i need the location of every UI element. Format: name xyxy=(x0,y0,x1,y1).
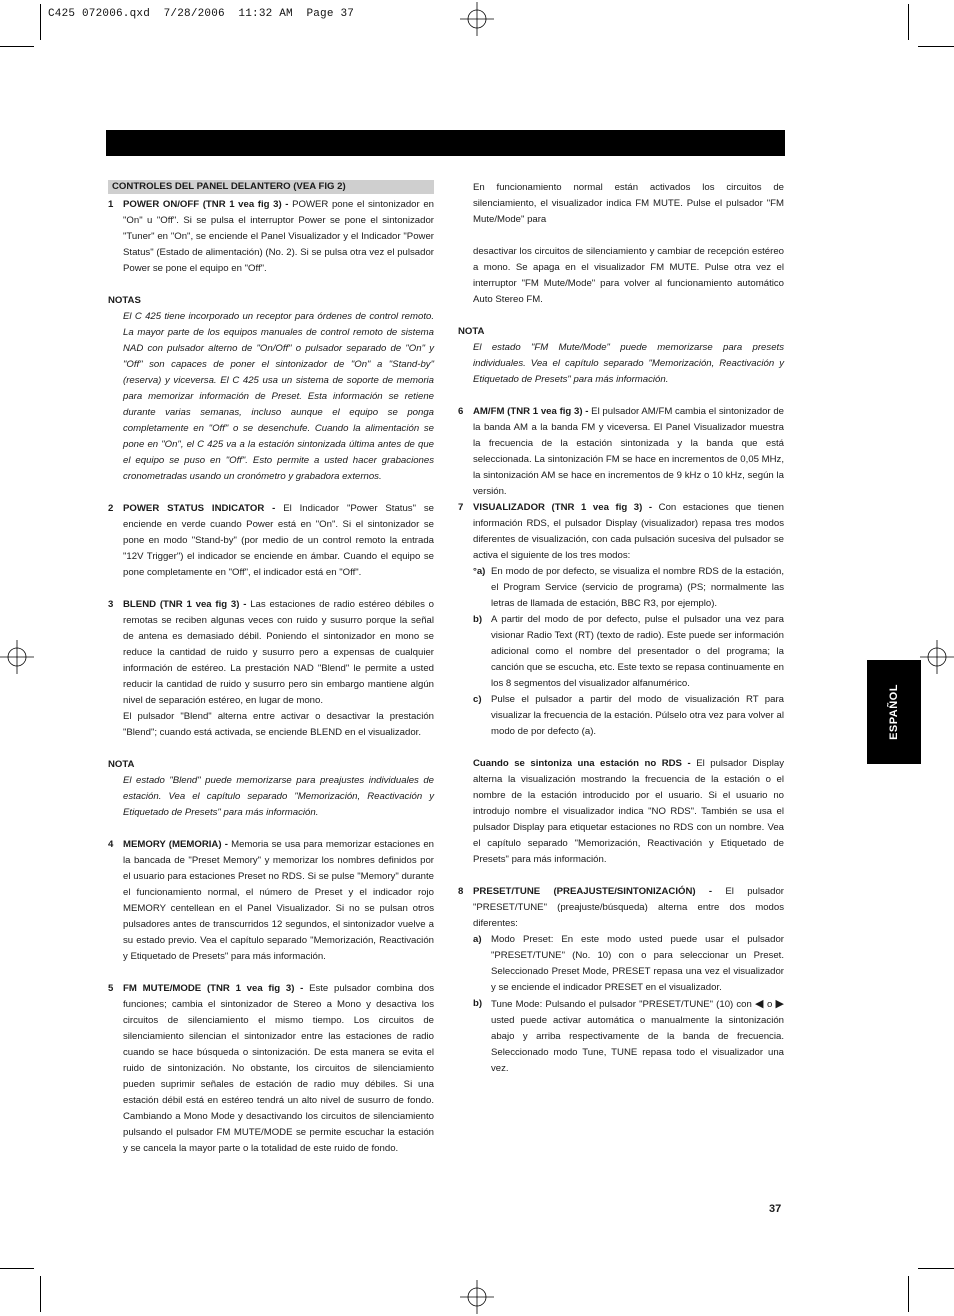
list-item-8: 8 PRESET/TUNE (PREAJUSTE/SINTONIZACIÓN) - El pulsador "PRESET/TUNE" (preajuste/búsqueda) alterna entre dos modos diferentes: xyxy=(458,886,784,929)
crop-mark xyxy=(908,4,909,40)
registration-mark-left xyxy=(0,640,34,674)
notes-heading: NOTAS xyxy=(108,295,141,306)
crop-mark xyxy=(918,46,954,47)
item-title: POWER STATUS INDICATOR - xyxy=(123,503,276,514)
triangle-left-icon: ◀ xyxy=(754,998,764,1010)
item-text: El Indicador "Power Status" se enciende en verde cuando Power está en "On". Si el sintonizador se pone en modo "Stand-by" (por medio de un control remoto la entrada "12V Trigger") el indicador se enciende en ámbar. Cuando el equipo se pone completamente en "Off", el indicador está en "Off". xyxy=(123,503,434,578)
sub-item-a: a) Modo Preset: En este modo usted puede usar el pulsador "PRESET/TUNE" (No. 10) con o para seleccionar un Preset. Seleccionado Preset Mode, PRESET repasa una vez el visualizador y se enciende el indicador PRESET en el visualizador. xyxy=(473,934,784,993)
triangle-right-icon: ▶ xyxy=(775,998,784,1010)
item-title: POWER ON/OFF (TNR 1 vea fig 3) - xyxy=(123,199,289,210)
list-item-1: 1 POWER ON/OFF (TNR 1 vea fig 3) - POWER pone el sintonizador en "On" u "Off". Si se pulsa el interruptor Power se pone el sintonizador "Tuner" en "On", se enciende el Panel Visualizador y el Indicador "Power Status" (Estado de alimentación) (No. 2). Si se pulsa otra vez el pulsador Power se pone el equipo en "Off". xyxy=(108,199,434,274)
language-tab xyxy=(867,660,921,764)
item-title: PRESET/TUNE (PREAJUSTE/SINTONIZACIÓN) - xyxy=(473,886,713,897)
item-title: VISUALIZADOR (TNR 1 vea fig 3) - xyxy=(473,502,653,513)
list-item-2: 2 POWER STATUS INDICATOR - El Indicador "Power Status" se enciende en verde cuando Power está en "On". Si el sintonizador se pone en modo "Stand-by" (por medio de un control remoto la entrada "12V Trigger") el indicador se enciende en ámbar. Cuando el equipo se pone completamente en "Off", el indicador está en "Off". xyxy=(108,503,434,578)
sub-item-b: b) A partir del modo de por defecto, pulse el pulsador una vez para visionar Radio Text (RT) (texto de radio). Este puede ser información adicional como el nombre del presentador o del programa; la canción que se escucha, etc. Este texto se repasa continuamente en los 8 segmentos del visualizador alfanumérico. xyxy=(473,614,784,689)
item-5-continued-2: desactivar los circuitos de silenciamiento y cambiar de recepción estéreo a mono. Se apaga en el visualizador FM MUTE. Pulse otra vez el interruptor "FM Mute/Mode" para volver al funcionamiento automático Auto Stereo FM. xyxy=(473,246,784,305)
item-text: Este pulsador combina dos funciones; cambia el sintonizador de Stereo a Mono y desactiva los circuitos de silenciamiento el mismo tiempo. Los circuitos de silenciamiento silencian el sintonizador entre las estaciones de radio cuando se hace búsqueda o sintonización. De esta manera se evita el ruido de sintonización. No obstante, los circuitos de silenciamiento pueden suprimir señales de estación de radio muy débiles. Si una estación débil está en estéreo tendrá un alto nivel de susurro de fondo. Cambiando a Mono Mode y desactivando los circuitos de silenciamiento pulsando el pulsador FM MUTE/MODE se permite escuchar la estación y se cancela la mayor parte o la totalidad de este ruido de fondo. xyxy=(123,983,434,1154)
list-item-3: 3 BLEND (TNR 1 vea fig 3) - Las estaciones de radio estéreo débiles o remotas se reciben algunas veces con ruido y susurro porque la señal de antena es demasiado débil. Poniendo el sintonizador en mono se reduce la cantidad de ruido y susurro pero a expensas de cualquier información de estéreo. La prestación NAD "Blend" le permite a usted reducir la cantidad de ruido y susurro pero sin embargo mantiene algún nivel de separación estéreo, en lugar de mono. xyxy=(108,599,434,706)
note-heading: NOTA xyxy=(458,326,485,337)
item-title: AM/FM (TNR 1 vea fig 3) - xyxy=(473,406,589,417)
crop-mark xyxy=(908,1276,909,1312)
list-item-7: 7 VISUALIZADOR (TNR 1 vea fig 3) - Con estaciones que tienen información RDS, el pulsador Display (visualizador) repasa tres modos diferentes de visualización, con cada pulsación sucesiva del pulsador se activa el siguiente de los tres modos: xyxy=(458,502,784,561)
item-text: El pulsador "PRESET/TUNE" (preajuste/búsqueda) alterna entre dos modos diferentes: xyxy=(473,886,784,929)
item-text-continued: El pulsador "Blend" alterna entre activar o desactivar la prestación "Blend"; cuando está activada, se enciende BLEND en el visualizador. xyxy=(123,711,434,738)
item-text: El pulsador AM/FM cambia el sintonizador de la banda AM a la banda FM y viceversa. El Panel Visualizador muestra la frecuencia de la estación sintonizada y la banda que está seleccionada. La sintonización FM se hace en incrementos de 0,05 MHz, la sintonización AM se hace en incrementos de 9 kHz o 10 kHz, según la versión. xyxy=(473,406,784,497)
list-item-5: 5 FM MUTE/MODE (TNR 1 vea fig 3) - Este pulsador combina dos funciones; cambia el sintonizador de Stereo a Mono y desactiva los circuitos de silenciamiento el mismo tiempo. Los circuitos de silenciamiento silencian el sintonizador entre las estaciones de radio cuando se hace búsqueda o sintonización. De esta manera se evita el ruido de sintonización. No obstante, los circuitos de silenciamiento pueden suprimir señales de estación de radio muy débiles. Si una estación débil está en estéreo tendrá un alto nivel de susurro de fondo. Cambiando a Mono Mode y desactivando los circuitos de silenciamiento pulsando el pulsador FM MUTE/MODE se permite escuchar la estación y se cancela la mayor parte o la totalidad de este ruido de fondo. xyxy=(108,983,434,1154)
item-text: Con estaciones que tienen información RDS, el pulsador Display (visualizador) repasa tres modos diferentes de visualización, con cada pulsación sucesiva del pulsador se activa el siguiente de los tres modos: xyxy=(473,502,784,561)
crop-mark xyxy=(918,1268,954,1269)
crop-mark xyxy=(0,46,34,47)
file-slug: C425 072006.qxd 7/28/2006 11:32 AM Page 37 xyxy=(48,8,355,20)
left-column xyxy=(108,180,434,1157)
item-title: BLEND (TNR 1 vea fig 3) - xyxy=(123,599,247,610)
page-number: 37 xyxy=(769,1203,782,1215)
sub-item-b: b) Tune Mode: Pulsando el pulsador "PRESET/TUNE" (10) con ◀ o ▶ usted puede activar automática o manualmente la sintonización abajo y arriba respectivamente de la banda de frecuencia. Seleccionado modo Tune, TUNE repasa todo el visualizador una vez. xyxy=(473,998,784,1074)
item-title: FM MUTE/MODE (TNR 1 vea fig 3) - xyxy=(123,983,304,994)
no-rds-title: Cuando se sintoniza una estación no RDS - xyxy=(473,758,691,769)
item-5-continued: En funcionamiento normal están activados los circuitos de silenciamiento, el visualizador indica FM MUTE. Pulse el pulsador "FM Mute/Mode" para xyxy=(473,182,784,225)
list-item-4: 4 MEMORY (MEMORIA) - Memoria se usa para memorizar estaciones en la bancada de "Preset Memory" y memorizar los nombres definidos por el usuario para estaciones Preset no RDS. Si se pulse "Memory" durante el funcionamiento normal, el número de Preset y el indicador rojo MEMORY centellean en el Panel Visualizador. Si no se pulsan otros pulsadores antes de transcurridos 12 segundos, el sintonizador vuelve a su estado previo. Vea el capítulo separado "Memorización, Reactivación y Etiquetado de Presets" para más información. xyxy=(108,839,434,962)
registration-mark-bottom xyxy=(460,1280,494,1314)
crop-mark xyxy=(0,1268,34,1269)
note-text: El estado "FM Mute/Mode" puede memorizarse para presets individuales. Vea el capítulo separado "Memorización, Reactivación y Etiquetado de Presets" para más información. xyxy=(473,342,784,385)
header-bar xyxy=(106,130,785,156)
section-title: CONTROLES DEL PANEL DELANTERO (VEA FIG 2) xyxy=(108,180,434,194)
item-text: Memoria se usa para memorizar estaciones en la bancada de "Preset Memory" y memorizar los nombres definidos por el usuario para estaciones Preset no RDS. Si se pulse "Memory" durante el funcionamiento normal, el número de Preset y el indicador rojo MEMORY centellean en el Panel Visualizador. Si no se pulsan otros pulsadores antes de transcurridos 12 segundos, el sintonizador vuelve a su estado previo. Vea el capítulo separado "Memorización, Reactivación y Etiquetado de Presets" para más información. xyxy=(123,839,434,962)
item-text: POWER pone el sintonizador en "On" u "Off". Si se pulsa el interruptor Power se pone el sintonizador "Tuner" en "On", se enciende el Panel Visualizador y el Indicador "Power Status" (Estado de alimentación) (No. 2). Si se pulsa otra vez el pulsador Power se pone el equipo en "Off". xyxy=(123,199,434,274)
right-column xyxy=(458,180,784,1077)
registration-mark-right xyxy=(920,640,954,674)
registration-mark-top xyxy=(460,2,494,36)
no-rds-text: El pulsador Display alterna la visualización mostrando la frecuencia de la estación o el nombre de la estación introducido por el usuario. Si el usuario no introdujo nombre el visualizador indica "NO RDS". También se usa el pulsador Display para etiquetar estaciones no RDS con un nombre. Vea el capítulo separado "Memorización, Reactivación y Etiquetado de Presets" para más información. xyxy=(473,758,784,865)
sub-item-a: °a) En modo de por defecto, se visualiza el nombre RDS de la estación, el Program Service (servicio de programa) (PS; normalmente las letras de llamada de estación, BBC R3, por ejemplo). xyxy=(473,566,784,609)
no-rds-paragraph xyxy=(458,756,784,868)
note-heading: NOTA xyxy=(108,759,135,770)
item-title: MEMORY (MEMORIA) - xyxy=(123,839,228,850)
list-item-6: 6 AM/FM (TNR 1 vea fig 3) - El pulsador AM/FM cambia el sintonizador de la banda AM a la banda FM y viceversa. El Panel Visualizador muestra la frecuencia de la estación sintonizada y la banda que está seleccionada. La sintonización FM se hace en incrementos de 0,05 MHz, la sintonización AM se hace en incrementos de 9 kHz o 10 kHz, según la versión. xyxy=(458,406,784,497)
crop-mark xyxy=(40,4,41,40)
sub-item-c: c) Pulse el pulsador a partir del modo de visualización RT para visualizar la frecuencia de la estación. Púlselo otra vez para volver al modo de por defecto (a). xyxy=(473,694,784,737)
notes-text: El C 425 tiene incorporado un receptor para órdenes de control remoto. La mayor parte de los equipos manuales de control remoto de sistema NAD con pulsador alterno de "On/Off" o pulsador separado de "On" y "Off" son capaces de poner el sintonizador de "On" a "Stand-by" (reserva) y viceversa. El C 425 usa un sistema de soporte de memoria para memorizar información de Preset. Esta información se retiene durante varias semanas, incluso aunque el equipo se ponga completamente en "Off" o se desenchufe. Cuando la alimentación se pone en "On", el C 425 va a la estación sintonizada última antes de que el equipo se puso en "Off". Esto permite a usted hacer grabaciones cronometradas usando un cronómetro y grabadora externos. xyxy=(123,311,434,482)
language-tab-label: ESPAÑOL xyxy=(888,684,900,740)
note-text: El estado "Blend" puede memorizarse para preajustes individuales de estación. Vea el capítulo separado "Memorización, Reactivación y Etiquetado de Presets" para más información. xyxy=(123,775,434,818)
item-text: Las estaciones de radio estéreo débiles o remotas se reciben algunas veces con ruido y susurro porque la señal de antena es demasiado débil. Poniendo el sintonizador en mono se reduce la cantidad de ruido y susurro pero a expensas de cualquier información de estéreo. La prestación NAD "Blend" le permite a usted reducir la cantidad de ruido y susurro pero sin embargo mantiene algún nivel de separación estéreo, en lugar de mono. xyxy=(123,599,434,706)
crop-mark xyxy=(40,1276,41,1312)
